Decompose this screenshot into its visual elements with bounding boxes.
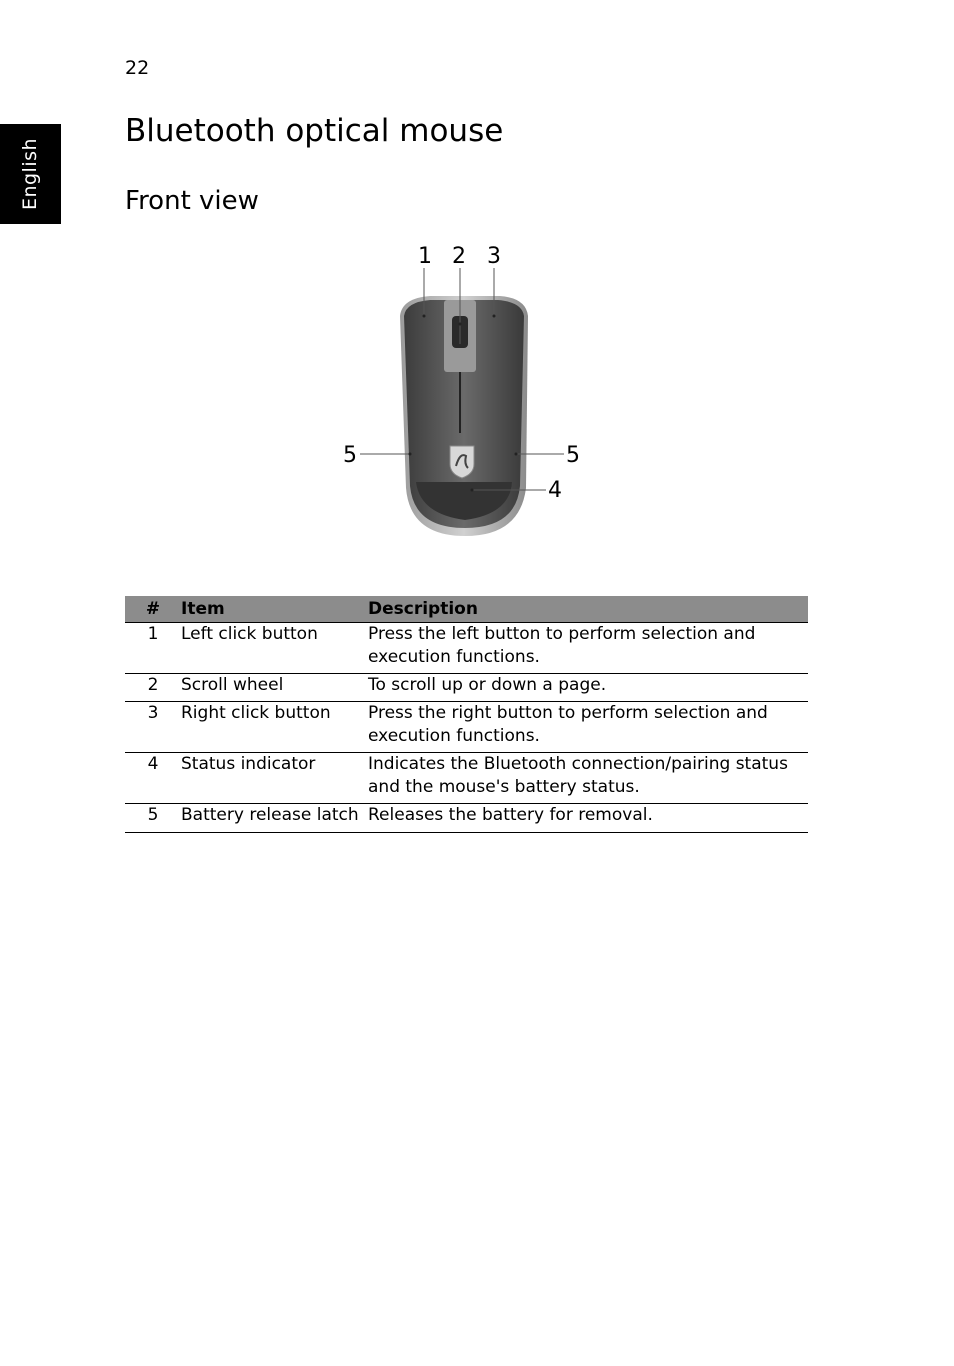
row-number: 1 <box>125 623 181 674</box>
mouse-front-view-figure <box>330 238 600 543</box>
parts-table <box>125 596 808 833</box>
page-number: 22 <box>125 57 150 79</box>
row-item: Left click button <box>181 623 368 674</box>
row-number: 5 <box>125 804 181 833</box>
row-item: Right click button <box>181 702 368 753</box>
page-title: Bluetooth optical mouse <box>125 113 504 149</box>
callout-1: 1 <box>418 244 432 269</box>
table-row <box>125 702 808 753</box>
table-row <box>125 804 808 833</box>
row-description: Press the left button to perform selection and execution functions. <box>368 623 808 674</box>
header-item: Item <box>181 596 368 623</box>
table-row <box>125 753 808 804</box>
callout-4: 4 <box>548 478 562 503</box>
language-tab-label: English <box>19 137 41 211</box>
row-number: 4 <box>125 753 181 804</box>
callout-5-left: 5 <box>343 443 357 468</box>
row-description: Indicates the Bluetooth connection/pairing status and the mouse's battery status. <box>368 753 808 804</box>
row-item: Status indicator <box>181 753 368 804</box>
language-tab <box>0 124 61 224</box>
table-row <box>125 623 808 674</box>
callout-5-right: 5 <box>566 443 580 468</box>
row-description: Releases the battery for removal. <box>368 804 808 833</box>
section-title: Front view <box>125 186 259 216</box>
header-description: Description <box>368 596 808 623</box>
table-header-row <box>125 596 808 623</box>
row-number: 3 <box>125 702 181 753</box>
row-description: To scroll up or down a page. <box>368 674 808 702</box>
callout-2: 2 <box>452 244 466 269</box>
logo-shield <box>450 446 474 478</box>
row-item: Scroll wheel <box>181 674 368 702</box>
table-row <box>125 674 808 702</box>
callout-3: 3 <box>487 244 501 269</box>
header-number: # <box>125 596 181 623</box>
row-item: Battery release latch <box>181 804 368 833</box>
row-number: 2 <box>125 674 181 702</box>
row-description: Press the right button to perform selection and execution functions. <box>368 702 808 753</box>
